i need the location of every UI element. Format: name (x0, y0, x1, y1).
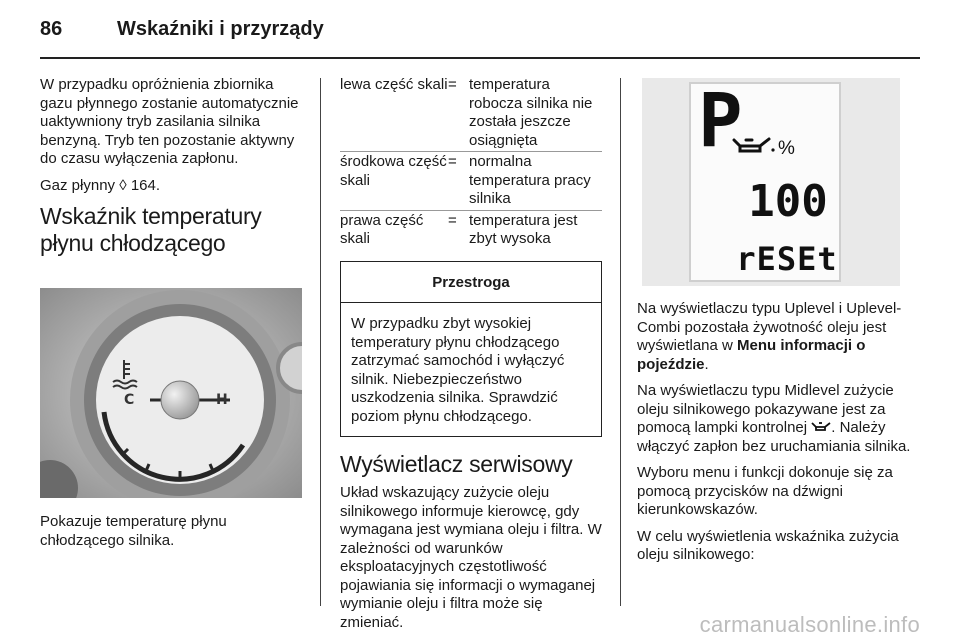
display-instruction-paragraph: W celu wyświetlenia wskaźnika zużycia oleju silnikowego: (637, 527, 899, 563)
definition-term: prawa część skali (340, 211, 424, 247)
menu-selection-paragraph: Wyboru menu i funkcji dokonuje się za pomocą przycisków na dźwigni kierunkowskazów. (637, 464, 893, 518)
service-display-body: Układ wskazujący zużycie oleju silnikowego informuje kierowcę, gdy wymagana jest wymiana oleju i filtra. W zależności od warunków eksploatacyjnych częstotliwość pojawiania się informacji o wymaganej wymianie oleju i filtra może się zmieniać. (340, 484, 602, 631)
column-divider-1 (320, 78, 321, 606)
definition-row (340, 76, 602, 150)
lpg-reference (40, 177, 308, 196)
page-title: Wskaźniki i przyrządy (117, 18, 324, 40)
definition-equals: = (448, 153, 457, 170)
definition-term: lewa część skali (340, 76, 448, 93)
gauge-hot-label: H (216, 392, 228, 408)
coolant-temperature-heading: Wskaźnik temperatury płynu chłodzącego (40, 203, 262, 256)
midlevel-paragraph (637, 382, 912, 456)
watermark: carmanualsonline.info (699, 612, 920, 637)
definition-text: temperatura jest zbyt wysoka (469, 211, 578, 247)
definition-divider (340, 210, 602, 211)
display-big-char: P (698, 78, 743, 164)
column-divider-2 (620, 78, 621, 606)
definition-row (340, 212, 602, 249)
gauge-cold-label: C (124, 392, 135, 408)
page-number: 86 (40, 18, 63, 40)
column-1 (40, 76, 308, 271)
definition-equals: = (448, 76, 457, 93)
coolant-gauge-image (40, 288, 302, 498)
page-ref-arrow-icon: ◊ (119, 176, 127, 194)
service-display-heading: Wyświetlacz serwisowy (340, 451, 573, 477)
column-3 (637, 300, 912, 573)
lpg-intro-paragraph: W przypadku opróżnienia zbiornika gazu płynnego zostanie automatycznie uaktywniony tryb zasilania silnika benzyną. Tryb ten pozostanie aktywny do czasu wyłączenia zapłonu. (40, 76, 299, 167)
column-2 (340, 76, 602, 632)
definition-row (340, 153, 602, 209)
uplevel-paragraph (637, 300, 912, 374)
definition-equals: = (448, 211, 457, 229)
display-value: 100 (748, 176, 828, 227)
midlevel-text-end: . Należy włączyć zapłon bez uruchamiania silnika. (637, 419, 911, 455)
service-display-image (642, 78, 900, 286)
midlevel-text: Na wyświetlaczu typu Midlevel zużycie oleju silnikowego pokazywane jest za pomocą lampki kontrolnej (637, 382, 894, 436)
definition-text: temperatura robocza silnika nie została jeszcze osiągnięta (469, 76, 593, 149)
display-percent: % (778, 138, 795, 159)
caution-box (340, 261, 602, 438)
lpg-reference-page[interactable]: 164. (130, 176, 161, 194)
display-reset: rESEt (736, 240, 838, 278)
definition-divider (340, 151, 602, 152)
gauge-caption: Pokazuje temperaturę płynu chłodzącego silnika. (40, 513, 227, 549)
caution-text: W przypadku zbyt wysokiej temperatury płynu chłodzącego zatrzymać samochód i wyłączyć silnik. Niebezpieczeństwo uszkodzenia silnika. Sprawdzić poziom płynu chłodzącego. (351, 315, 565, 425)
vehicle-info-menu-link[interactable]: Menu informacji o pojeździe (637, 337, 866, 373)
lpg-reference-text: Gaz płynny (40, 176, 116, 194)
oil-lamp-icon (811, 421, 831, 433)
uplevel-text-end: . (704, 355, 709, 373)
uplevel-text: Na wyświetlaczu typu Uplevel i Uplevel-Combi pozostała żywotność oleju jest wyświetlana w (637, 300, 902, 354)
header-rule (40, 57, 920, 59)
definition-term: środkowa część skali (340, 153, 447, 189)
definition-text: normalna temperatura pracy silnika (469, 153, 591, 207)
caution-title: Przestroga (341, 262, 601, 304)
